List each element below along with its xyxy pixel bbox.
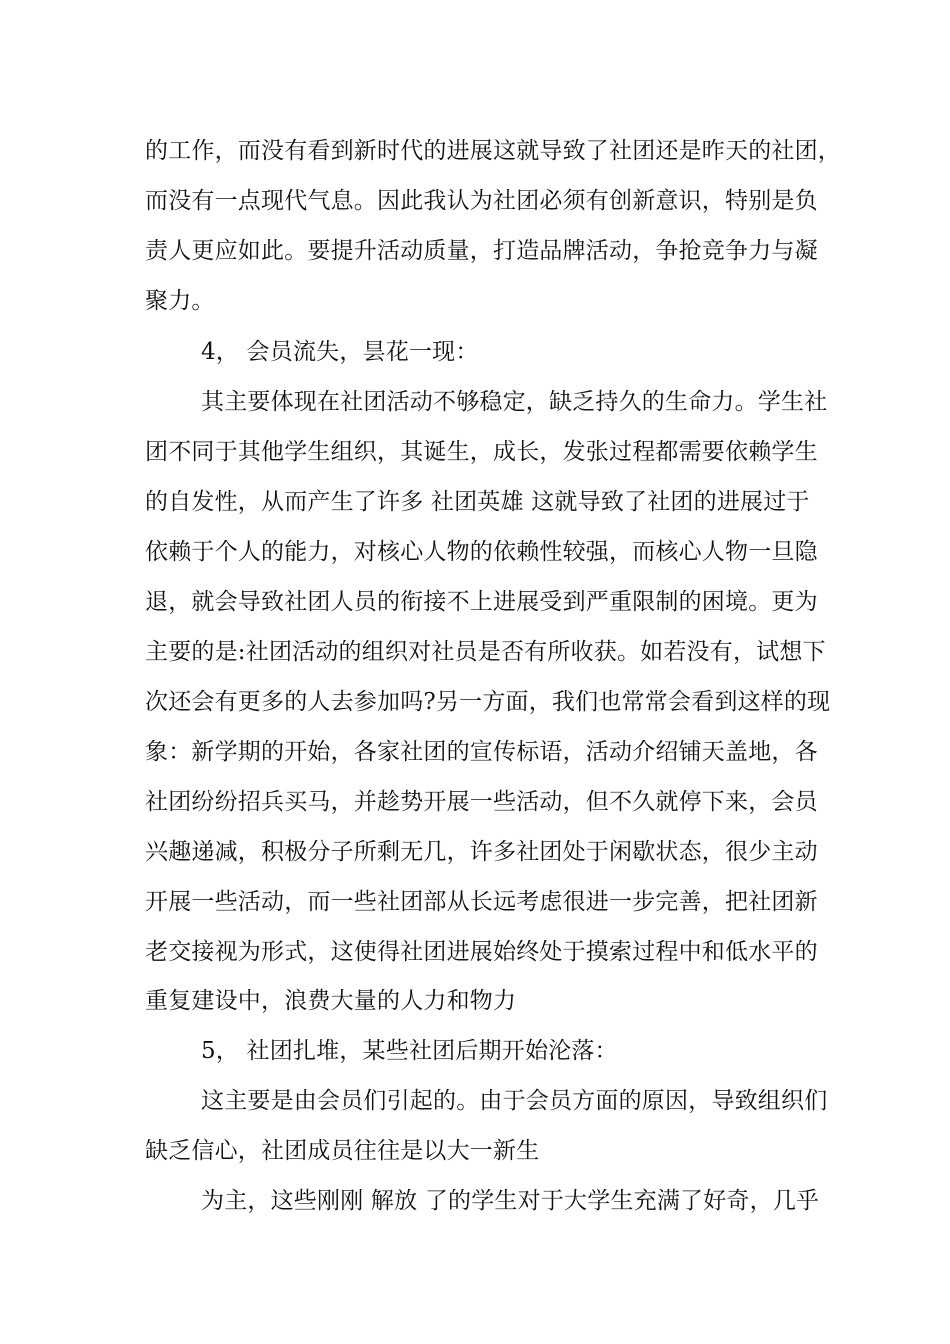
- text-line-4: 聚力。: [145, 288, 215, 314]
- text-line-18: 重复建设中，浪费大量的人力和物力: [145, 988, 517, 1014]
- text-line-14: 社团纷纷招兵买马，并趁势开展一些活动，但不久就停下来，会员: [145, 789, 818, 815]
- text-line-9: 依赖于个人的能力，对核心人物的依赖性较强，而核心人物一旦隐: [145, 539, 818, 565]
- text-line-22: 为主，这些刚刚 解放 了的学生对于大学生充满了好奇，几乎: [201, 1188, 820, 1214]
- text-line-12: 次还会有更多的人去参加吗?另一方面，我们也常常会看到这样的现: [145, 689, 831, 715]
- text-line-21: 缺乏信心，社团成员往往是以大一新生: [145, 1138, 540, 1164]
- text-line-13: 象：新学期的开始，各家社团的宣传标语，活动介绍铺天盖地，各: [145, 739, 818, 765]
- text-line-16: 开展一些活动，而一些社团部从长远考虑很进一步完善，把社团新: [145, 889, 818, 915]
- text-line-7: 团不同于其他学生组织，其诞生，成长，发张过程都需要依赖学生: [145, 439, 818, 465]
- section-heading-4: 4， 会员流失，昙花一现：: [201, 339, 479, 365]
- text-line-2: 而没有一点现代气息。因此我认为社团必须有创新意识，特别是负: [145, 188, 818, 214]
- text-line-11: 主要的是:社团活动的组织对社员是否有所收获。如若没有，试想下: [145, 639, 826, 665]
- section-heading-5: 5， 社团扎堆，某些社团后期开始沦落：: [201, 1038, 618, 1064]
- text-line-10: 退，就会导致社团人员的衔接不上进展受到严重限制的困境。更为: [145, 589, 818, 615]
- text-line-15: 兴趣递减，积极分子所剩无几，许多社团处于闲歇状态，很少主动: [145, 839, 818, 865]
- text-line-1: 的工作，而没有看到新时代的进展这就导致了社团还是昨天的社团，: [145, 138, 841, 164]
- text-line-17: 老交接视为形式，这使得社团进展始终处于摸索过程中和低水平的: [145, 939, 818, 965]
- text-line-20: 这主要是由会员们引起的。由于会员方面的原因，导致组织们: [201, 1088, 828, 1114]
- text-line-8: 的自发性，从而产生了许多 社团英雄 这就导致了社团的进展过于: [145, 489, 810, 515]
- text-line-3: 责人更应如此。要提升活动质量，打造品牌活动，争抢竞争力与凝: [145, 238, 818, 264]
- text-line-6: 其主要体现在社团活动不够稳定，缺乏持久的生命力。学生社: [201, 389, 828, 415]
